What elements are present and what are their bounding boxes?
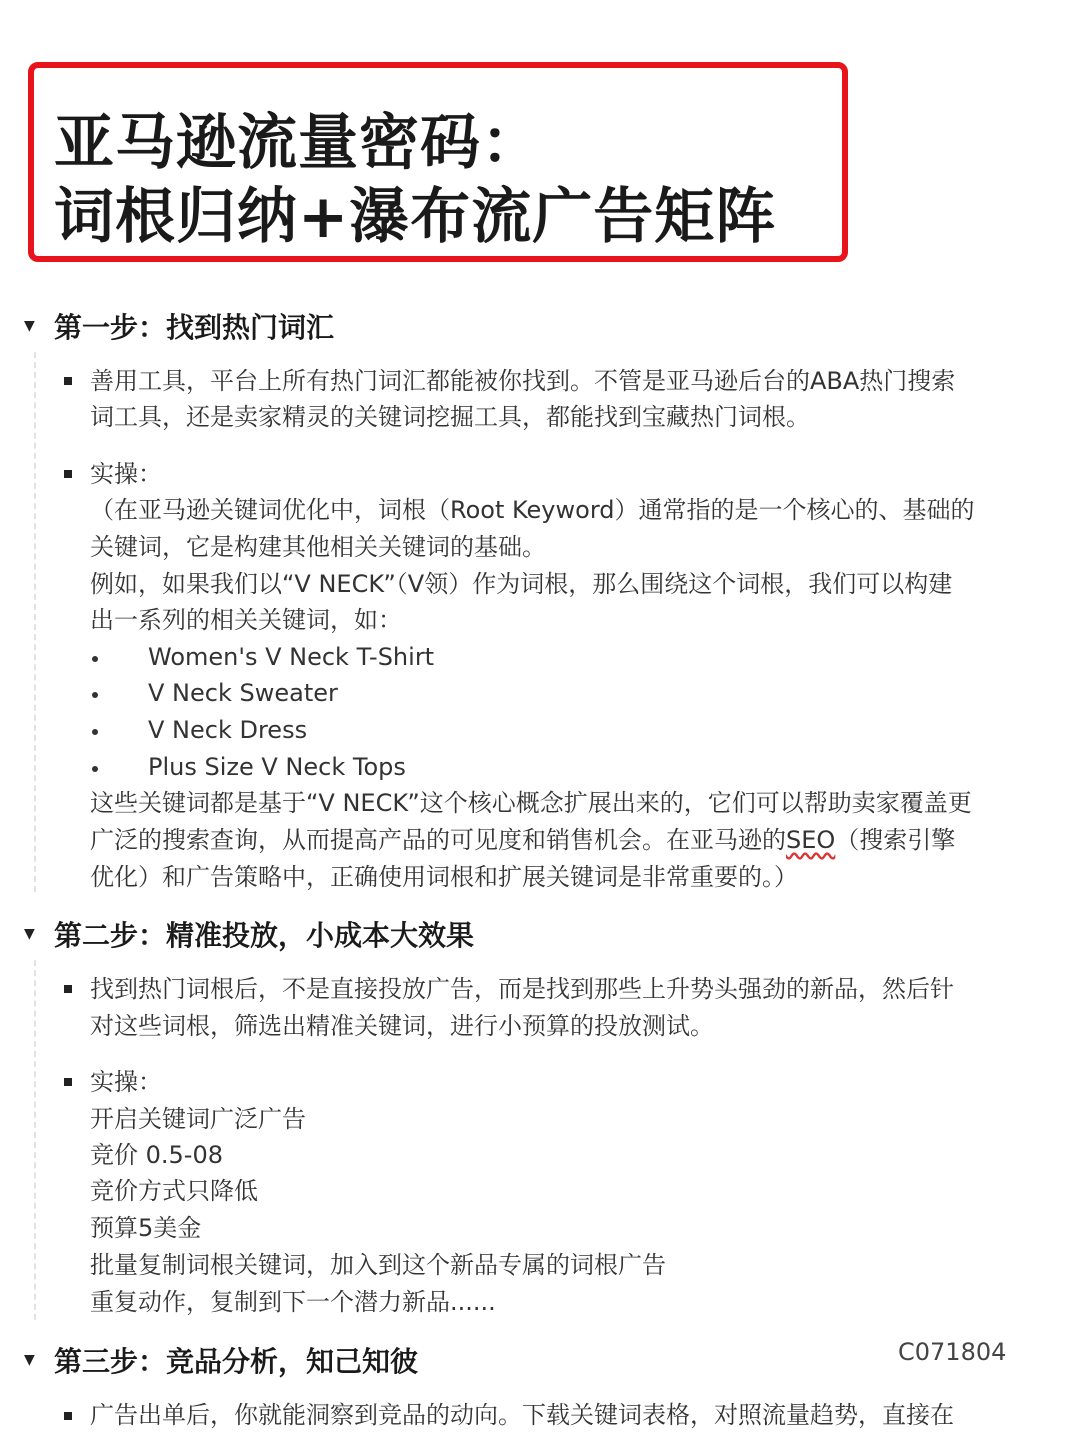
step1-text-line: 例如，如果我们以“V NECK”（V领）作为词根，那么围绕这个词根，我们可以构建 xyxy=(90,570,953,598)
step2-op-line: 竞价 0.5-08 xyxy=(90,1141,223,1169)
step2-practice-label: 实操： xyxy=(90,1068,162,1096)
seo-spellcheck-word: SEO xyxy=(786,826,836,854)
step1-text-line xyxy=(90,822,955,858)
watermark-code: C071804 xyxy=(898,1338,1007,1366)
title-line-1: 亚马逊流量密码： xyxy=(54,108,542,178)
section-step3-title: 第三步：竞品分析，知己知彼 xyxy=(54,1345,419,1378)
step1-text-line: 这些关键词都是基于“V NECK”这个核心概念扩展出来的，它们可以帮助卖家覆盖更 xyxy=(90,789,972,817)
outline-guide-line xyxy=(34,352,36,892)
example-keyword: Women's V Neck T-Shirt xyxy=(148,643,435,671)
example-keyword: V Neck Dress xyxy=(148,716,308,744)
step2-text-line: 找到热门词根后，不是直接投放广告，而是找到那些上升势头强劲的新品，然后针 xyxy=(90,975,954,1003)
collapse-triangle-icon[interactable]: ▼ xyxy=(24,926,35,942)
step2-op-line: 开启关键词广泛广告 xyxy=(90,1105,306,1133)
bullet-icon xyxy=(64,1412,72,1420)
section-step1-header[interactable] xyxy=(24,306,334,346)
section-step2-header[interactable] xyxy=(24,914,474,954)
step2-op-line: 竞价方式只降低 xyxy=(90,1177,258,1205)
step2-text-line: 对这些词根，筛选出精准关键词，进行小预算的投放测试。 xyxy=(90,1012,714,1040)
bullet-icon xyxy=(64,470,72,478)
bullet-icon xyxy=(64,377,72,385)
step1-text-line: 出一系列的相关关键词，如： xyxy=(90,606,402,634)
step3-text-line: 广告出单后，你就能洞察到竞品的动向。下载关键词表格，对照流量趋势，直接在 xyxy=(90,1401,954,1429)
title-box xyxy=(28,62,848,262)
sub-bullet-icon xyxy=(92,729,98,735)
sub-bullet-icon xyxy=(92,656,98,662)
text-span: （搜索引擎 xyxy=(835,826,956,854)
title-line-2: 词根归纳+瀑布流广告矩阵 xyxy=(54,182,777,252)
example-keyword: V Neck Sweater xyxy=(148,679,338,707)
step1-text-line: （在亚马逊关键词优化中，词根（Root Keyword）通常指的是一个核心的、基础的 xyxy=(90,496,975,524)
sub-bullet-icon xyxy=(92,692,98,698)
text-span: 广泛的搜索查询，从而提高产品的可见度和销售机会。在亚马逊的 xyxy=(90,826,786,854)
step1-practice-label: 实操： xyxy=(90,460,162,488)
step2-op-line: 批量复制词根关键词，加入到这个新品专属的词根广告 xyxy=(90,1251,666,1279)
collapse-triangle-icon[interactable]: ▼ xyxy=(24,1352,35,1368)
section-step2-title: 第二步：精准投放，小成本大效果 xyxy=(54,919,475,952)
bullet-icon xyxy=(64,985,72,993)
sub-bullet-icon xyxy=(92,766,98,772)
collapse-triangle-icon[interactable]: ▼ xyxy=(24,318,35,334)
step1-text-line: 关键词，它是构建其他相关关键词的基础。 xyxy=(90,533,546,561)
step1-text-line: 词工具，还是卖家精灵的关键词挖掘工具，都能找到宝藏热门词根。 xyxy=(90,403,810,431)
step1-text-line: 善用工具，平台上所有热门词汇都能被你找到。不管是亚马逊后台的ABA热门搜索 xyxy=(90,367,956,395)
step2-op-line: 预算5美金 xyxy=(90,1214,202,1242)
step1-text-line: 优化）和广告策略中，正确使用词根和扩展关键词是非常重要的。） xyxy=(90,863,798,891)
bullet-icon xyxy=(64,1078,72,1086)
outline-guide-line xyxy=(34,960,36,1320)
step2-op-line: 重复动作，复制到下一个潜力新品...... xyxy=(90,1288,496,1316)
section-step3-header[interactable] xyxy=(24,1340,418,1380)
section-step1-title: 第一步：找到热门词汇 xyxy=(54,311,335,344)
example-keyword: Plus Size V Neck Tops xyxy=(148,753,406,781)
